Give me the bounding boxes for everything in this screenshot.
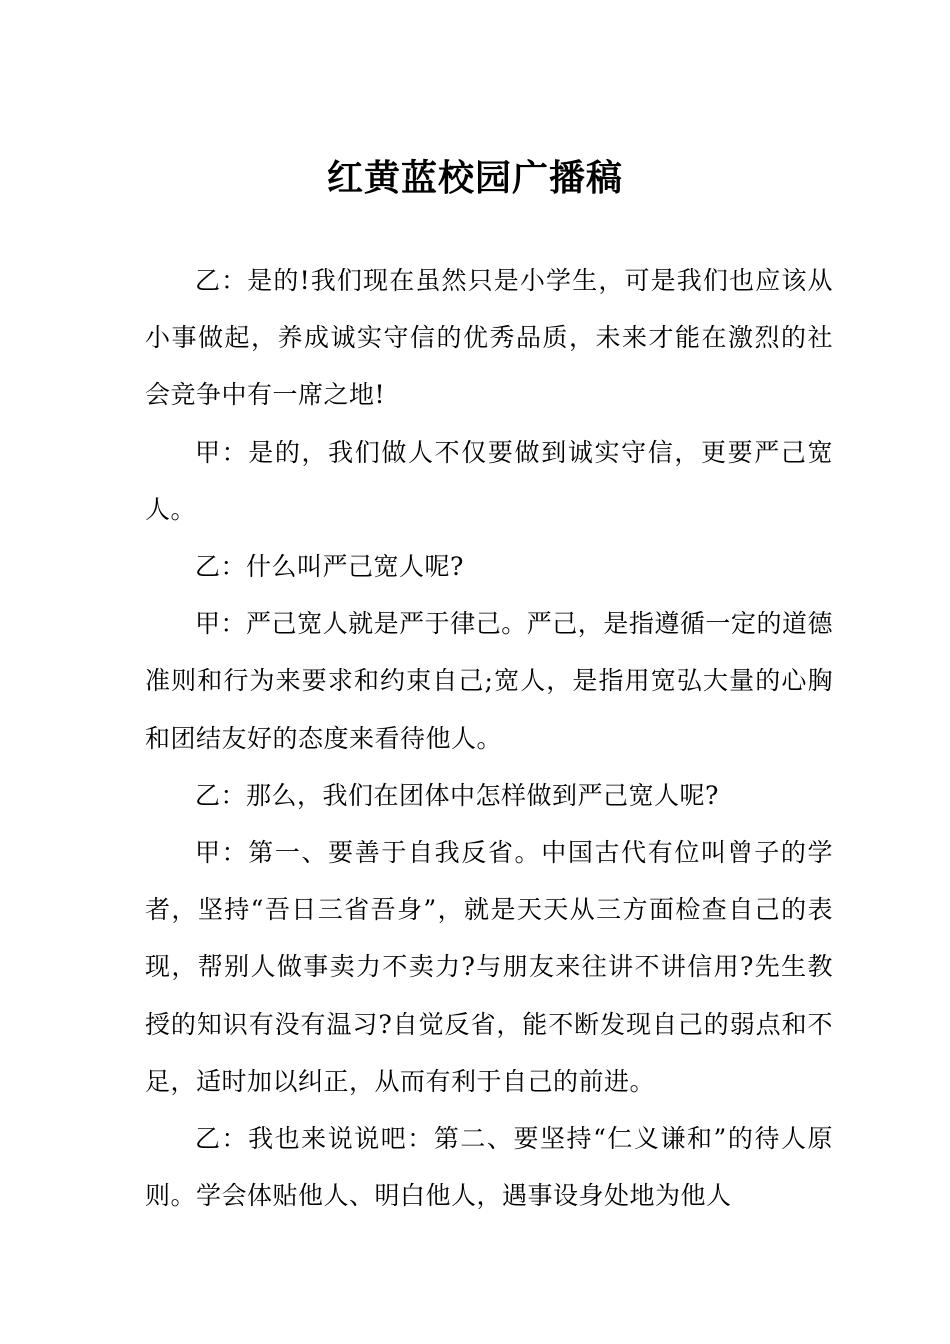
- paragraph: 乙：什么叫严己宽人呢?: [195, 552, 464, 582]
- paragraph: 乙：我也来说说吧：第二、要坚持“仁义谦和”的待人原则。学会体贴他人、明白他人，遇事设身处地为他人: [145, 1124, 833, 1211]
- paragraph: 乙：是的!我们现在虽然只是小学生，可是我们也应该从小事做起，养成诚实守信的优秀品质，未来才能在激烈的社会竞争中有一席之地!: [145, 266, 833, 410]
- paragraph: 甲：是的，我们做人不仅要做到诚实守信，更要严己宽人。: [145, 437, 833, 524]
- paragraph: 甲：第一、要善于自我反省。中国古代有位叫曾子的学者，坚持“吾日三省吾身”，就是天天从三方面检查自己的表现，帮别人做事卖力不卖力?与朋友来往讲不讲信用?先生教授的知识有没有温习?自觉反省，能不断发现自己的弱点和不足，适时加以纠正，从而有利于自己的前进。: [145, 838, 833, 1096]
- paragraph: 乙：那么，我们在团体中怎样做到严己宽人呢?: [195, 780, 719, 810]
- document-body: [145, 252, 833, 1224]
- page-title: 红黄蓝校园广播稿: [326, 157, 623, 200]
- paragraph: 甲：严己宽人就是严于律己。严己，是指遵循一定的道德准则和行为来要求和约束自己;宽人，是指用宽弘大量的心胸和团结友好的态度来看待他人。: [145, 609, 833, 753]
